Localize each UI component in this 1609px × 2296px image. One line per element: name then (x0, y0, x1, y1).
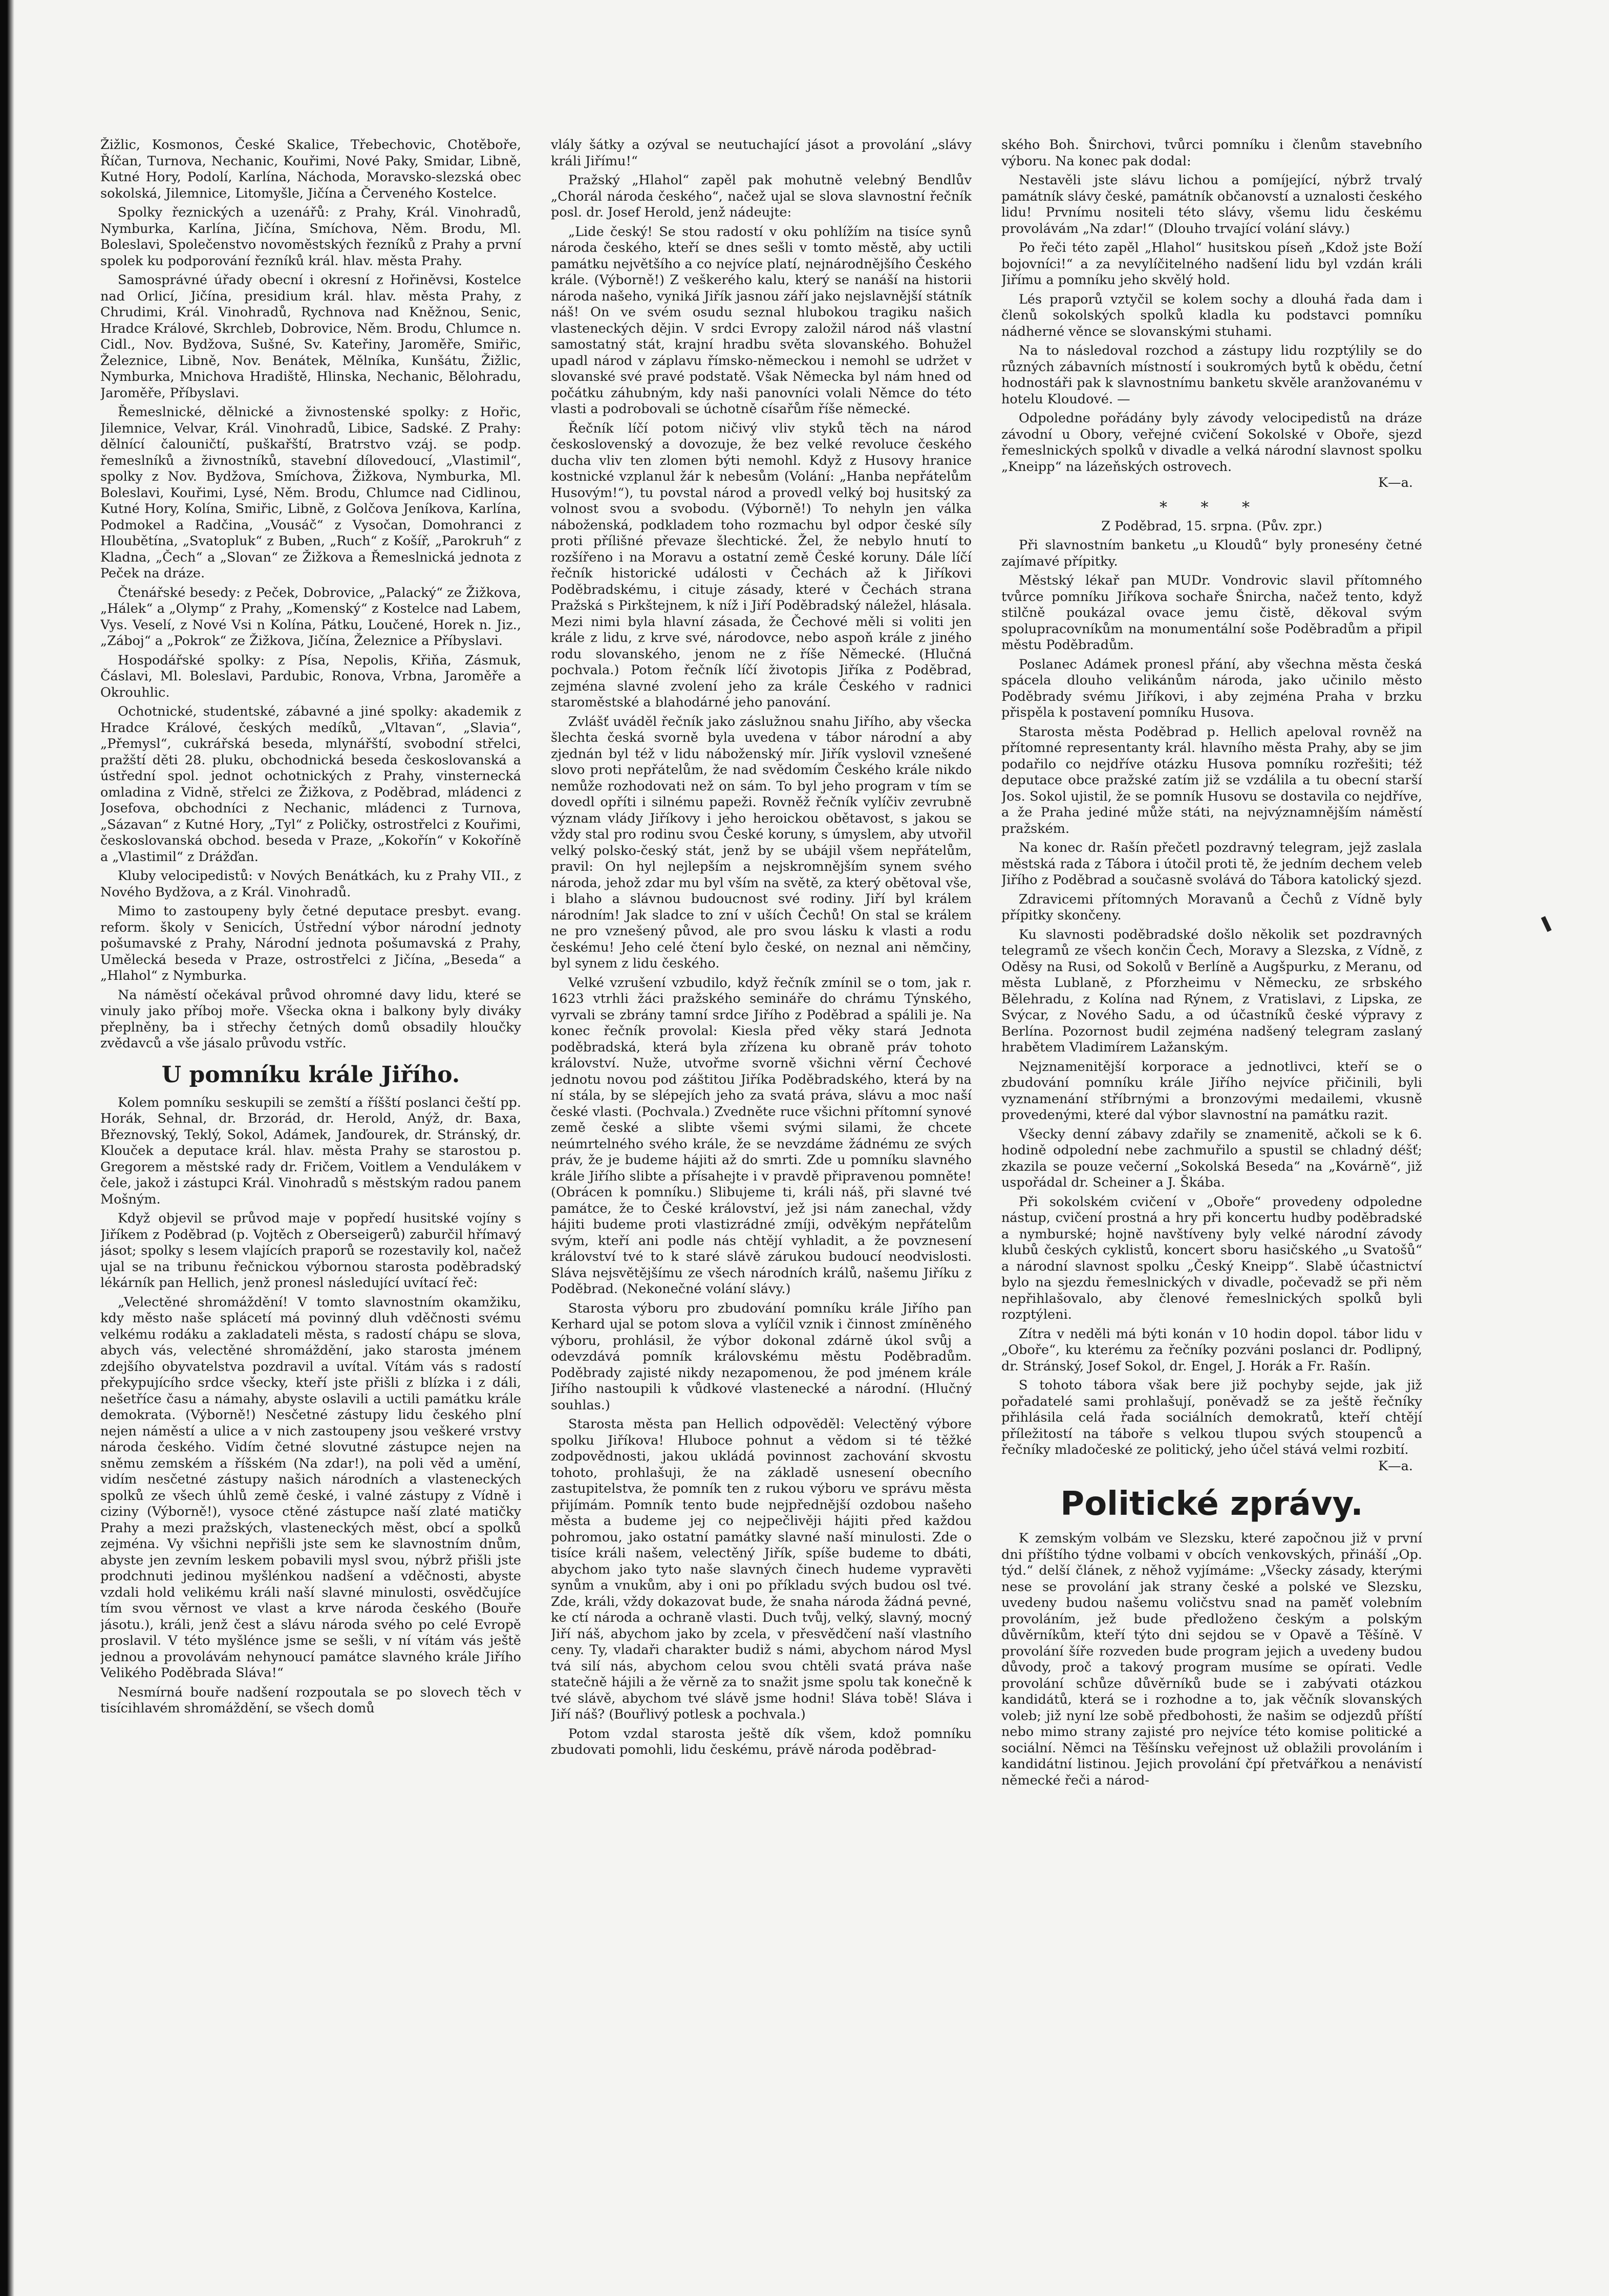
paragraph: Ku slavnosti poděbradské došlo několik set pozdravných telegramů ze všech končin Čech, Moravy a Slezska, z Vídně, z Oděsy na Rusi, od Sokolů v Berlíně a Augšpurku, z Meranu, od města Lublaně, z Pforzheimu v Německu, ze srbského Bělehradu, z Kolína nad Rýnem, z Vratislavi, z Lipska, ze Svýcar, z Nového Sadu, a od účastníků české výpravy z Berlína. Pozornost budil zejména nadšený telegram zaslaný hrabětem Vladimírem Lažanským. (1001, 927, 1422, 1055)
column-2 (551, 137, 972, 2216)
paragraph: Lés praporů vztyčil se kolem sochy a dlouhá řada dam i členů sokolských spolků kladla ku podstavci pomníku nádherné věnce se slovanskými stuhami. (1001, 291, 1422, 339)
paragraph: Na konec dr. Rašín přečetl pozdravný telegram, jejž zaslala městská rada z Tábora i útočil proti tě, že jedním dechem veleb Jiřího z Poděbrad a současně svolává do Tábora katolický sjezd. (1001, 840, 1422, 888)
paragraph: Potom vzdal starosta ještě dík všem, kdož pomníku zbudovati pomohli, lidu českému, právě národa poděbrad- (551, 1726, 972, 1757)
paragraph: Nesmírná bouře nadšení rozpoutala se po slovech těch v tisícihlavém shromáždění, se všech domů (100, 1684, 521, 1716)
paragraph: vlály šátky a ozýval se neutuchající jásot a provolání „slávy králi Jiřímu!“ (551, 137, 972, 169)
paragraph: Městský lékař pan MUDr. Vondrovic slavil přítomného tvůrce pomníku Jiříkova sochaře Šnircha, načež tento, když stilčně poukázal ovace jemu čistě, děkoval svým spolupracovníkům na monumentální soše Poděbradům a připil městu Poděbradům. (1001, 573, 1422, 653)
paragraph: ského Boh. Šnirchovi, tvůrci pomníku i členům stavebního výboru. Na konec pak dodal: (1001, 137, 1422, 169)
paragraph: Odpoledne pořádány byly závody velocipedistů na dráze závodní u Obory, veřejné cvičení Sokolské v Oboře, sjezd řemeslnických spolků v divadle a velká národní slavnost spolku „Kneipp“ na lázeňských ostrovech. (1001, 411, 1422, 475)
paragraph: Na to následoval rozchod a zástupy lidu rozptýlily se do různých zábavních místností i soukromých bytů k obědu, četní hodnostáři pak k slavnostnímu banketu skvěle aranžovanému v hotelu Kloudové. — (1001, 343, 1422, 407)
scan-mark (1541, 916, 1552, 932)
section-heading: Politické zprávy. (1060, 1485, 1363, 1523)
paragraph: Mimo to zastoupeny byly četné deputace presbyt. evang. reform. školy v Senicích, Ústřední výbor národní jednoty pošumavské z Prahy, Národní jednota pošumavská z Prahy, Umělecká beseda v Praze, ostrostřelci z Jičína, „Beseda“ a „Hlahol“ z Nymburka. (100, 904, 521, 983)
column-3 (1001, 137, 1422, 2216)
paragraph: Hospodářské spolky: z Písa, Nepolis, Křiňa, Zásmuk, Čáslavi, Ml. Boleslavi, Pardubic, Ronova, Vrbna, Jaroměře a Okrouhlic. (100, 652, 521, 700)
scan-left-edge (0, 0, 14, 2296)
paragraph: Starosta výboru pro zbudování pomníku krále Jiřího pan Kerhard ujal se potom slova a vylíčil vznik i činnost zmíněného výboru, prohlásil, že výbor dokonal zdárně úkol svůj a odevzdává pomník královskému městu Poděbradům. Poděbrady zajisté nikdy nezapomenou, že pod jménem krále Jiřího nastoupili k vůdkové vlastenecké a národní. (Hlučný souhlas.) (551, 1300, 972, 1413)
paragraph: Poslanec Adámek pronesl přání, aby všechna města česká spácela dlouho velikánům národa, jako učinilo město Poděbrady svému Jiříkovi, i aby zejména Praha v brzku přispěla k postavení pomníku Husova. (1001, 656, 1422, 720)
paragraph: Spolky řeznických a uzenářů: z Prahy, Král. Vinohradů, Nymburka, Karlína, Jičína, Smíchova, Něm. Brodu, Ml. Boleslavi, Společenstvo novoměstských řezníků z Prahy a první spolek ku podporování řezníků král. hlav. města Prahy. (100, 205, 521, 269)
paragraph: Při sokolském cvičení v „Oboře“ provedeny odpoledne nástup, cvičení prostná a hry při koncertu hudby poděbradské a nymburské; hojně navštíveny byly velké národní závody klubů českých cyklistů, koncert sboru hasičského „u Svatošů“ a národní slavnost spolku „Český Kneipp“. Slabě účastnictví bylo na sjezdu řemeslnických v divadle, počevadž se při něm nepřihlašovalo, aby členové řemeslnických spolků byli rozptýleni. (1001, 1194, 1422, 1322)
paragraph: Nejznamenitější korporace a jednotlivci, kteří se o zbudování pomníku krále Jiřího nejvíce přičinili, byli vyznamenání stříbrnými a bronzovými medailemi, vkusně provedenými, které dal výbor slavnostní na památku razit. (1001, 1059, 1422, 1123)
column-1 (100, 137, 521, 2216)
paragraph: Starosta města Poděbrad p. Hellich apeloval rovněž na přítomné representanty král. hlavního města Prahy, aby se jim podařilo co nejdříve otázku Husova pomníku rozřešiti; též deputace obce pražské zatím již se vzdálila a tu obecní starší Jos. Sokol ujistil, že se pomník Husovu se dostavila co nejdříve, a že Praha jediné může státi, na nejvýznamnějším náměstí pražském. (1001, 724, 1422, 836)
paragraph: „Lide český! Se stou radostí v oku pohlížím na tisíce synů národa českého, kteří se dnes sešli v tomto městě, aby uctili památku největšího a co nejvíce platí, nejnárodnějšího Českého krále. (Výborně!) Z veškerého kalu, který se nanáší na historii národa našeho, vyniká Jiřík jasnou září jako nejslavnější státník náš! On ve svém osudu seznal hlubokou tragiku našich vlasteneckých dějin. V srdci Evropy založil národ náš vlastní samostatný stát, krajní hradbu světa slovanského. Bohužel upadl národ v záplavu římsko-německou i nemohl se udržet v slovanské své pravé podstatě. Však Německa byl nám hned od počátku záhubným, kdy naši panovníci volali Němce do této vlasti a podrobovali se úchotně císařům říše německé. (551, 224, 972, 417)
paragraph: Při slavnostním banketu „u Kloudů“ byly pronesény četné zajímavé přípitky. (1001, 538, 1422, 569)
paragraph: Zítra v neděli má býti konán v 10 hodin dopol. tábor lidu v „Oboře“, ku kterému za řečníky pozváni poslanci dr. Podlipný, dr. Stránský, Josef Sokol, dr. Engel, J. Horák a Fr. Rašín. (1001, 1326, 1422, 1374)
paragraph: Žižlic, Kosmonos, České Skalice, Třebechovic, Chotěboře, Říčan, Turnova, Nechanic, Kouřimi, Nové Paky, Smidar, Libně, Kutné Hory, Podolí, Karlína, Náchoda, Moravsko-slezská obec sokolská, Jilemnice, Litomyšle, Jičína a Červeného Kostelce. (100, 137, 521, 201)
paragraph: Kolem pomníku seskupili se zemští a říšští poslanci čeští pp. Horák, Sehnal, dr. Brzorád, dr. Herold, Anýž, dr. Baxa, Březnovský, Teklý, Sokol, Adámek, Janďourek, dr. Stránský, dr. Klouček a deputace král. hlav. města Prahy se starostou p. Gregorem a městské rady dr. Fričem, Voitlem a Vendulákem v čele, jakož i zástupci Král. Vinohradů s městským radou panem Mošným. (100, 1095, 521, 1207)
author-signature: K—a. (1378, 475, 1413, 490)
paragraph: Pražský „Hlahol“ zapěl pak mohutně velebný Bendlův „Chorál národa českého“, načež ujal se slova slavnostní řečník posl. dr. Josef Herold, jenž nádeujte: (551, 173, 972, 220)
paragraph: Starosta města pan Hellich odpověděl: Velectěný výbore spolku Jiříkova! Hluboce pohnut a vědom si té těžké zodpovědnosti, jakou ukládá povinnost zachování skvostu tohoto, prohlašuji, že na základě usnesení obecního zastupitelstva, že pomník ten z rukou výboru ve správu města přijímám. Pomník tento bude nejpřednější ozdobou našeho města a budeme jej co nejpečlivěji hájiti před každou pohromou, jako ostatní památky slavné naší minulosti. Zde o tisíce králi našem, velectěný Jiřík, spíše budeme to dbáti, abychom jako tyto naše slavných činech hudeme vypravěti synům a vnukům, aby i oni po příkladu svých budou osl tvé. Zde, králi, vždy dokazovat bude, že snaha národa žádná pevné, ke ctí národa a ochraně vlasti. Duch tvůj, velký, slavný, mocný Jiří náš, abychom jako by zcela, v přesvědčení naší vlastního ceny. Ty, vladaři charakter budiž s námi, abychom národ Mysl tvá silí nás, abychom celou svou chtěli svatá práva naše statečně hájili a že věrně za to snažit jsme spolu tak konečně k tvé slávě, abychom tvé slávě jsme hodni! Sláva tobě! Sláva i Jiří náš? (Bouřlivý potlesk a pochvala.) (551, 1417, 972, 1722)
paragraph: Zvlášť uváděl řečník jako záslužnou snahu Jiřího, aby všecka šlechta česká svorně byla uvedena v tábor národní a aby zjednán byl též v lidu náboženský mír. Jiřík vyslovil vznešené slovo proti nepřátelům, že nad svědomím Českého krále nikdo nemůže rozhodovati než on sám. To byl jeho program v tím se dovedl opříti i silnému papeži. Rovněž řečník vylíčiv zevrubně význam vlády Jiříkovy i jeho heroickou obětavost, s jakou se vždy stal pro rodinu svou České koruny, s úmyslem, aby utvořil velký polsko-český stát, jenž by se ubájil všem nepřátelům, pravil: On hyl nejlepším a nejskromnějším synem svého národa, jehož zdar mu byl vším na světě, za který obětoval vše, i blaho a slávnou budoucnost své rodiny. Jiří byl králem národním! Jak sladce to zní v uších Čechů! On stal se králem ne pro vznešený původ, ale pro svou lásku k vlasti a rodu českému! Jeho celé čtení bylo české, on neznal ani němčiny, byl synem z lidu českého. (551, 714, 972, 971)
paragraph: Všecky denní zábavy zdařily se znamenitě, ačkoli se k 6. hodině odpolední nebe zachmuřilo a spustil se chladný déšť; zkazila se pouze večerní „Sokolská Beseda“ na „Kovárně“, již uspořádal dr. Scheiner a J. Škába. (1001, 1126, 1422, 1190)
paragraph: Ochotnické, studentské, zábavné a jiné spolky: akademik z Hradce Králové, českých medíků, „Vltavan“, „Slavia“, „Přemysl“, cukrářská beseda, mlynářští, svobodní střelci, pražští děti 28. pluku, obchodnická beseda českoslovanská a ústřední spol. jednot ochotnických z Prahy, vinsternecká omladina z Vidně, střelci ze Žižkova, z Poděbrad, mládenci z Josefova, obchodníci z Nechanic, mládenci z Turnova, „Sázavan“ z Kutné Hory, „Tyl“ z Poličky, ostrostřelci z Kouřimi, českoslovanská obchod. beseda v Praze, „Kokořín“ v Kokoříně a „Vlastimil“ z Drážďan. (100, 704, 521, 865)
paragraph: Zdravicemi přítomných Moravanů a Čechů z Vídně byly přípitky skončeny. (1001, 891, 1422, 923)
paragraph: Velké vzrušení vzbudilo, když řečník zmínil se o tom, jak r. 1623 vtrhli žáci pražského semináře do chrámu Týnského, vyrvali se zbrány tamní srdce Jiřího z Poděbrad a spálili je. Na konec řečník provolal: Kiesla před věky stará Jednota poděbradská, která byla zřízena ku obraně práv tohoto království. Nuže, utvořme svorně všichni věrní Čechové jednotu novou pod záštitou Jiříka Poděbradského, která by na ní stála, by se slépejích jeho za svatá práva, slávu a moc naší české vlasti. (Pochvala.) Zvedněte ruce všichni přítomní synové země české a slibte všemi svými silami, že chcete neúmrtelného svého krále, že se nevzdáme žádnému ze svých práv, že je budeme hájiti až do smrti. Zde u pomníku slavného krále Jiřího slibte a přísahejte i v pravdě připravenou pomněte! (Obrácen k pomníku.) Slibujeme ti, králi náš, při slavné tvé památce, že to České království, jež jsi nám zanechal, vždy hájiti budeme proti vlastizrádné zmíji, odvěkým nepřátelům svým, kteří ani podle nás chtějí vyhladit, a že povznesení království tvé to k staré slávě zárukou budoucí neodvislosti. Sláva nejsvětějšímu ze všech národních králů, našemu Jiříku z Poděbrad. (Nekonečné volání slávy.) (551, 975, 972, 1297)
paragraph: Řečník líčí potom ničivý vliv styků těch na národ československý a dovozuje, že bez velké revoluce českého ducha vliv ten zlomen býti nemohl. Když z Husovy hranice kostnické vzplanul žár k nebesům (Volání: „Hanba nepřátelům Husovým!“), tu povstal národ a provedl velký boj husitský za volnost svou a svobodu. (Výborně!) To nehyln jen válka náboženská, podkladem toho rozmachu byl odpor české síly proti přílišné převaze šlechtické. Žel, že nebylo hnutí to rozšířeno i na Moravu a ostatní země České koruny. Dále líčí řečník historické události v Čechách až k Jiříkovi Poděbradskému, i cituje zásady, které v Čechách strana Pražská s Pirkštejnem, k níž i Jiří Poděbradský náležel, hlásala. Mezi nimi byla hlavní zásada, že Čechové měli si voliti jen krále z lidu, z krve své, národovce, nebo aspoň krále z jiného rodu slovanského, jenom ne z říše Německé. (Hlučná pochvala.) Potom řečník líčí životopis Jiříka z Poděbrad, zejména slavné zvolení jeho za krále Českého v radnici staroměstské a blahodárné jeho panování. (551, 420, 972, 710)
paragraph: K zemským volbám ve Slezsku, které započnou již v první dni příštího týdne volbami v obcích venkovských, přináší „Op. týd.“ delší článek, z něhož vyjímáme: „Všecky zásady, kterými nese se provolání jak strany české a polské ve Slezsku, uvedeny budou našemu voličstvu snad na paměť volebním provoláním, jež bude předloženo českým a polským důvěrníkům, kteří týto dni sejdou se v Opavě a Těšíně. V provolání šíře rozveden bude program jejich a uvedeny budou důvody, proč a takový program musíme se opírati. Vedle provolání schůze důvěrníků bude se i zabývati otázkou kandidátů, která se i rozhodne a to, jak věčník slovanských voleb; již nyní lze sobě předbohosti, že našim se odjezdů příští nebo mimo strany zajisté pro nejvíce této komise politické a sociální. Němci na Těšínsku veřejnost už oblažili provoláním i kandidátní listinou. Jejich provolání čpí přetvářkou a nenávistí německé řeči a národ- (1001, 1531, 1422, 1788)
paragraph: Samosprávné úřady obecní i okresní z Hořiněvsi, Kostelce nad Orlicí, Jičína, presidium král. hlav. města Prahy, z Chrudimi, Král. Vinohradů, Rychnova nad Kněžnou, Senic, Hradce Králové, Skrchleb, Dobrovice, Něm. Brodu, Chlumce n. Cidl., Nov. Bydžova, Sušné, Sv. Kateřiny, Jaroměře, Smiřic, Železnice, Libně, Nov. Benátek, Mělníka, Kunšátu, Žižlic, Nymburka, Mnichova Hradiště, Hlinska, Nechanic, Bělohradu, Jaroměře, Příbyslavi. (100, 272, 521, 401)
paragraph: Řemeslnické, dělnické a živnostenské spolky: z Hořic, Jilemnice, Velvar, Král. Vinohradů, Libice, Sadské. Z Prahy: dělnící čalouničtí, puškařští, Bratrstvo vzáj. se podp. řemeslníků a živnostníků, stavební dílovedoucí, „Vlastimil“, spolky z Nov. Bydžova, Smíchova, Žižkova, Nymburka, Ml. Boleslavi, Kouřimi, Lysé, Něm. Brodu, Chlumce nad Cidlinou, Kutné Hory, Kolína, Smiřic, Libně, z Golčova Jeníkova, Karlína, Podmokel a Radčina, „Vousáč“ z Vysočan, Domohranci z Hloubětína, „Svatopluk“ z Buben, „Ruch“ z Košíř, „Parokruh“ z Kladna, „Čech“ a „Slovan“ ze Žižkova a Řemeslnická jednota z Peček na dráze. (100, 404, 521, 581)
paragraph: Na náměstí očekával průvod ohromné davy lidu, které se vinuly jako příboj moře. Všecka okna i balkony byly diváky přeplněny, ba i střechy četných domů obsadily hloučky zvědavců a vše jásalo průvodu vstříc. (100, 987, 521, 1051)
paragraph: Kluby velocipedistů: v Nových Benátkách, ku z Prahy VII., z Nového Bydžova, a z Král. Vinohradů. (100, 868, 521, 900)
dateline: Z Poděbrad, 15. srpna. (Pův. zpr.) (1101, 518, 1322, 534)
paragraph: Čtenářské besedy: z Peček, Dobrovice, „Palacký“ ze Žižkova, „Hálek“ a „Olymp“ z Prahy, „Komenský“ z Kostelce nad Labem, Vys. Veselí, z Nové Vsi n Kolína, Pátku, Loučené, Horek n. Jiz., „Záboj“ a „Pokrok“ ze Žižkova, Jičína, Železnice a Příbyslavi. (100, 585, 521, 649)
section-heading: U pomníku krále Jiřího. (161, 1061, 460, 1088)
author-signature: K—a. (1378, 1458, 1413, 1474)
paragraph: „Velectěné shromáždění! V tomto slavnostním okamžiku, kdy město naše splácetí má povinný dluh vděčnosti svému velkému rodáku a zakladateli města, s radostí chápu se slova, abych vás, velectěné shromáždění, jako starosta jménem zdejšího obyvatelstva pozdravil a uvítal. Vítám vás s radostí překypujícího srdce všecky, kteří jste přišli z blízka i z dáli, nešetříce času a námahy, abyste oslavili a uctili památku krále demokrata. (Výborně!) Nesčetné zástupy lidu českého plní nejen náměstí a ulice a v nich zastoupeny jsou veškeré vrstvy národa českého. Vidím četné slovutné zástupce nejen na sněmu zemském a říšském (Na zdar!), na poli věd a umění, vidím nesčetné zástupy našich národních a vlasteneckých spolků ze všech úhlů země české, i valné zástupy z Vídně i ciziny (Výborně!), vysoce ctěné zástupce naší zlaté matičky Prahy a mezi pražských, vlasteneckých měst, obcí a spolků zejména. Vy všichni nepřišli jste sem ke slavnostním dnům, abyste jen zevním leskem pobavili mysl svou, nýbrž přišli jste prodchnuti jedinou myšlénkou nadšení a vděčnosti, abyste vzdali hold velikému králi naší slavné minulosti, osvědčujíce tím svou věrnost ve vlast a krve národa českého (Bouře jásotu.), králi, jenž čest a slávu národa svého po celé Evropě proslavil. V této myšlénce jsme se sešli, v ní vítám vás ještě jednou a provolávám nehynoucí památce slavného krále Jiřího Velikého Poděbrada Sláva!“ (100, 1294, 521, 1681)
paragraph: S tohoto tábora však bere již pochyby sejde, jak již pořadatelé sami prohlašují, poněvadž se za ještě řečníky přihlásila celá řada sociálních demokratů, kteří chtějí příležitostí na táboře s velkou tlupou svých stoupenců a řečníky mladočeské ze politický, jeho účel stává velmi rozbití. (1001, 1378, 1422, 1457)
paragraph: Nestavěli jste slávu lichou a pomíjející, nýbrž trvalý památník slávy české, památník občanovstí a uznalosti českého lidu! Prvnímu nositeli této slávy, všemu lidu českému provolávám „Na zdar!“ (Dlouho trvající volání slávy.) (1001, 173, 1422, 237)
newspaper-page (100, 137, 1422, 2216)
paragraph: Když objevil se průvod maje v popředí husitské vojíny s Jiříkem z Poděbrad (p. Vojtěch z Oberseigerů) zaburčil hřímavý jásot; spolky s lesem vlajících praporů se rozestavily kol, načež ujal se na tribunu řečnickou výbornou starosta poděbradský lékárník pan Hellich, jenž pronesl následující uvítací řeč: (100, 1211, 521, 1291)
section-separator: * * * (1159, 498, 1264, 517)
paragraph: Po řeči této zapěl „Hlahol“ husitskou píseň „Kdož jste Boží bojovníci!“ a za nevylíčitelného nadšení lidu byl vzdán králi Jiřímu a pomníku jeho skvělý hold. (1001, 240, 1422, 288)
